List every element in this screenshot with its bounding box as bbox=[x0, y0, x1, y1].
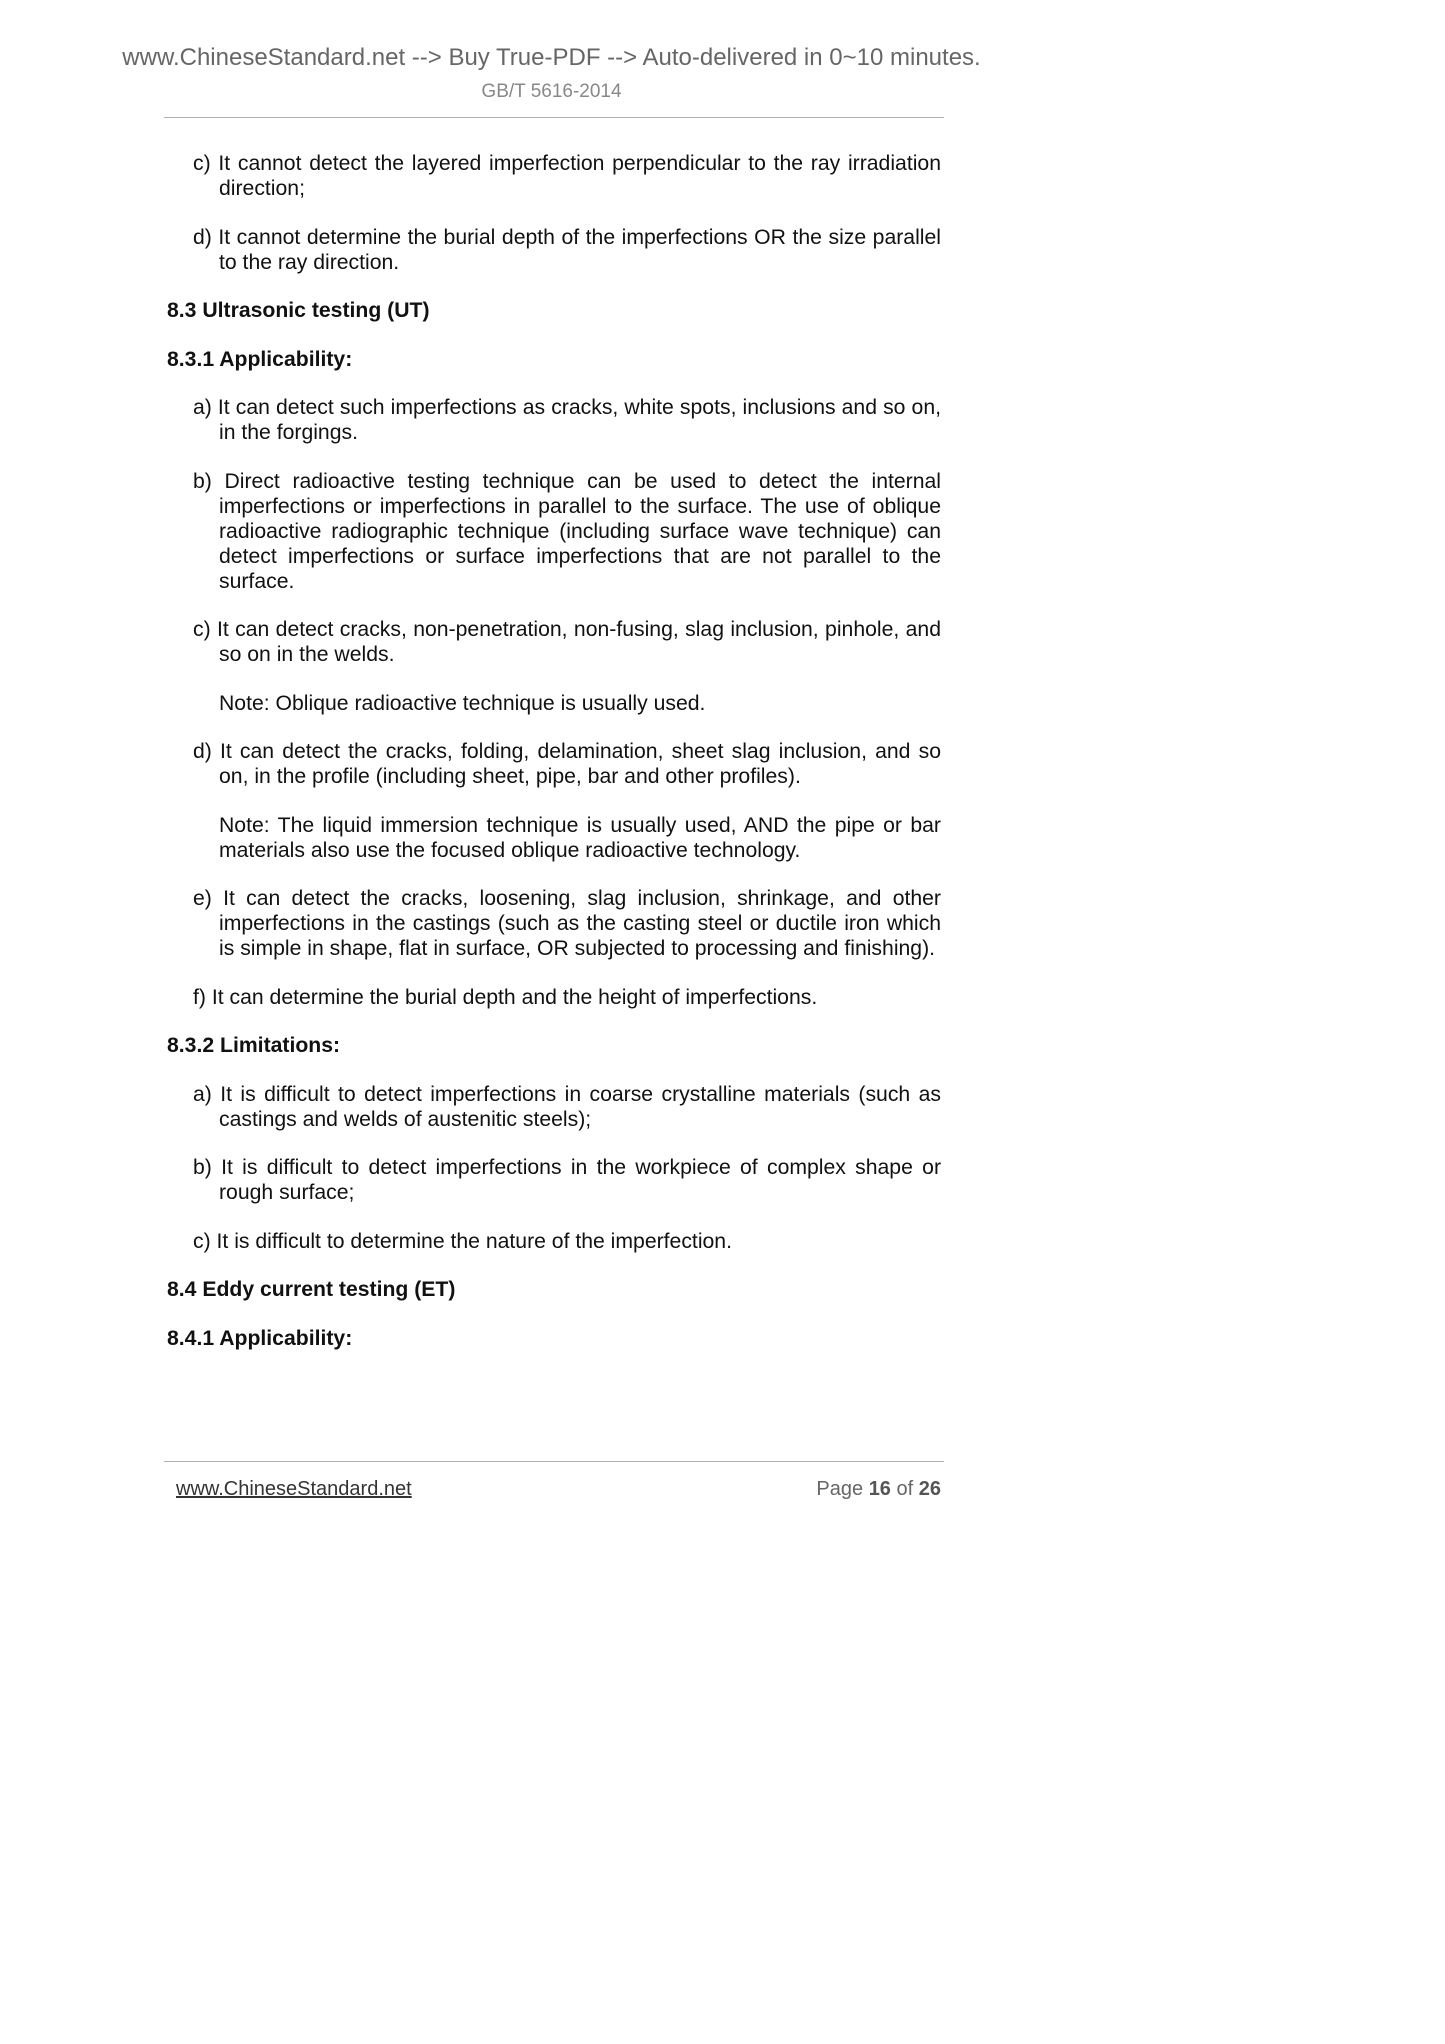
header-divider bbox=[164, 117, 944, 118]
standard-number: GB/T 5616-2014 bbox=[481, 81, 622, 102]
list-item: d) It can detect the cracks, folding, delamination, sheet slag inclusion, and so on, in the profile (including sheet, pipe, bar and other profiles). bbox=[193, 740, 941, 788]
page-number bbox=[816, 1478, 941, 1501]
section-heading-8-3: 8.3 Ultrasonic testing (UT) bbox=[167, 299, 430, 322]
note-paragraph: Note: The liquid immersion technique is usually used, AND the pipe or bar materials also use the focused oblique radioactive technology. bbox=[219, 813, 941, 862]
list-item: a) It is difficult to detect imperfections in coarse crystalline materials (such as castings and welds of austenitic steels); bbox=[193, 1082, 941, 1131]
footer-divider bbox=[164, 1461, 944, 1462]
list-item: d) It cannot determine the burial depth of the imperfections OR the size parallel to the ray direction. bbox=[193, 225, 941, 274]
list-item: e) It can detect the cracks, loosening, slag inclusion, shrinkage, and other imperfections in the castings (such as the casting steel or ductile iron which is simple in shape, flat in surface, OR subjected to processing and finishing). bbox=[193, 887, 941, 960]
section-heading-8-4: 8.4 Eddy current testing (ET) bbox=[167, 1278, 456, 1301]
subsection-heading-8-4-1: 8.4.1 Applicability: bbox=[167, 1326, 353, 1350]
list-item: c) It can detect cracks, non-penetration, non-fusing, slag inclusion, pinhole, and so on in the welds. bbox=[193, 618, 941, 666]
page-current: 16 bbox=[868, 1478, 891, 1500]
subsection-heading-8-3-1: 8.3.1 Applicability: bbox=[167, 347, 353, 371]
footer-site-link[interactable]: www.ChineseStandard.net bbox=[176, 1478, 412, 1500]
list-item: f) It can determine the burial depth and the height of imperfections. bbox=[193, 985, 818, 1009]
page-of: of bbox=[896, 1478, 914, 1500]
list-item: c) It cannot detect the layered imperfection perpendicular to the ray irradiation direction; bbox=[193, 152, 941, 200]
page-body bbox=[167, 151, 941, 1374]
subsection-heading-8-3-2: 8.3.2 Limitations: bbox=[167, 1034, 341, 1057]
list-item: b) It is difficult to detect imperfections in the workpiece of complex shape or rough surface; bbox=[193, 1156, 941, 1204]
header-purchase-line: www.ChineseStandard.net --> Buy True-PDF --> Auto-delivered in 0~10 minutes. bbox=[122, 44, 981, 71]
list-item: a) It can detect such imperfections as cracks, white spots, inclusions and so on, in the forgings. bbox=[193, 396, 941, 444]
list-item: b) Direct radioactive testing technique can be used to detect the internal imperfections or imperfections in parallel to the surface. The use of oblique radioactive radiographic technique (including surface wave technique) can detect imperfections or surface imperfections that are not parallel to the surface. bbox=[193, 469, 941, 593]
page-word: Page bbox=[816, 1478, 864, 1500]
list-item: c) It is difficult to determine the nature of the imperfection. bbox=[193, 1229, 732, 1253]
note-paragraph: Note: Oblique radioactive technique is usually used. bbox=[219, 691, 706, 715]
page-total: 26 bbox=[918, 1478, 941, 1500]
